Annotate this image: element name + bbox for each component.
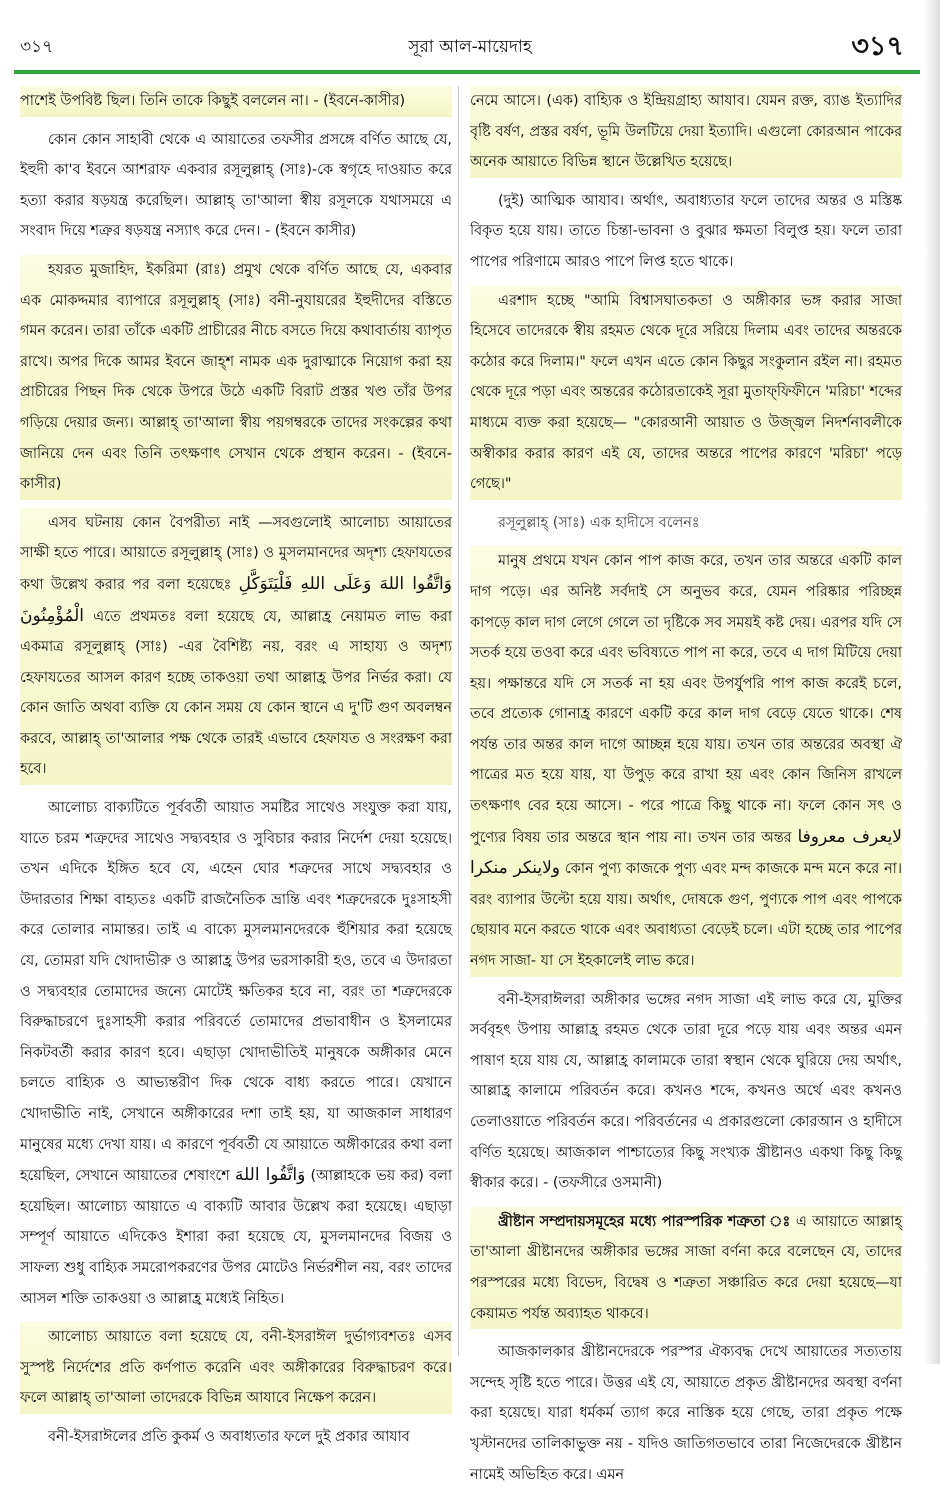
paragraph: নেমে আসে। (এক) বাহ্যিক ও ইন্দ্রিয়গ্রাহ্য আযাব। যেমন রক্ত, ব্যাঙ ইত্যাদির বৃষ্টি বর্ষণ, প্রস্তর বর্ষণ, ভূমি উলটিয়ে দেয়া ইত্যাদি। এগুলো কোরআন পাকের অনেক আয়াতে বিভিন্ন স্থানে উল্লেখিত হয়েছে। xyxy=(470,86,902,178)
paragraph: কোন কোন সাহাবী থেকে এ আয়াতের তফসীর প্রসঙ্গে বর্ণিত আছে যে, ইহুদী কা'ব ইবনে আশরাফ একবার রসূলুল্লাহ্ (সাঃ)-কে স্বগৃহে দাওয়াত করে হত্যা করার ষড়যন্ত্র করেছিল। আল্লাহ্ তা'আলা স্বীয় রসূলকে যথাসময়ে এ সংবাদ দিয়ে শত্রুর ষড়যন্ত্র নস্যাৎ করে দেন। - (ইবনে কাসীর) xyxy=(20,131,452,240)
paragraph xyxy=(470,546,902,976)
column-divider xyxy=(458,86,459,1356)
page-number-left: ৩১৭ xyxy=(20,37,54,57)
paragraph: এরশাদ হচ্ছে "আমি বিশ্বাসঘাতকতা ও অঙ্গীকার ভঙ্গ করার সাজা হিসেবে তাদেরকে স্বীয় রহমত থেকে দূরে সরিয়ে দিলাম এবং তাদের অন্তরকে কঠোর করে দিলাম।" ফলে এখন এতে কোন কিছুর সংকুলান রইল না। রহমত থেকে দূরে পড়া এবং অন্তরের কঠোরতাকেই সূরা মুতাফ্‌ফিফীনে 'মরিচা' শব্দের মাধ্যমে ব্যক্ত করা হয়েছে— "কোরআনী আয়াত ও উজ্জ্বল নিদর্শনাবলীকে অস্বীকার করার কারণ এই যে, তাদের অন্তরে পাপের কারণে 'মরিচা' পড়ে গেছে।" xyxy=(470,286,902,500)
paragraph-text: আলোচ্য বাক্যটিতে পূর্ববর্তী আয়াত সমষ্টির সাথেও সংযুক্ত করা যায়, যাতে চরম শত্রুদের সাথেও সদ্ব্যবহার ও সুবিচার করার নির্দেশ দেয়া হয়েছে। তখন এদিকে ইঙ্গিত হবে যে, এহেন ঘোর শত্রুদের সাথে সদ্ব্যবহার ও উদারতার শিক্ষা বাহ্যতঃ একটি রাজনৈতিক ভ্রান্তি এবং শত্রুদেরকে দুঃসাহসী করে তোলার নামান্তর। তাই এ বাক্যে মুসলমানদেরকে হুঁশিয়ার করা হয়েছে যে, তোমরা যদি খোদাভীরু ও আল্লাহ্র উপর ভরসাকারী হও, তবে এ উদারতা ও সদ্ব্যবহার তোমাদের জন্যে মোটেই ক্ষতিকর হবে না, বরং তা শত্রুদেরকে বিরুদ্ধাচরণে দুঃসাহসী করার পরিবর্তে তোমাদের প্রভাবাধীন ও ইসলামের নিকটবর্তী করার কারণ হবে। এছাড়া খোদাভীতিই মানুষকে অঙ্গীকার মেনে চলতে বাহ্যিক ও আভ্যন্তরীণ দিক থেকে বাধ্য করতে পারে। যেখানে খোদাভীতি নাই, সেখানে অঙ্গীকারের দশা তাই হয়, যা আজকাল সাধারণ মানুষের মধ্যে দেখা যায়। এ কারণে পূর্ববর্তী যে আয়াতে অঙ্গীকারের কথা বলা হয়েছিল, সেখানে আয়াতের শেষাংশে xyxy=(20,800,452,1185)
hadith-intro: রসূলুল্লাহ্ (সাঃ) এক হাদীসে বলেনঃ xyxy=(498,514,700,531)
paragraph: হযরত মুজাহিদ, ইকরিমা (রাঃ) প্রমুখ থেকে বর্ণিত আছে যে, একবার এক মোকদ্দমার ব্যাপারে রসূলুল্লাহ্ (সাঃ) বনী-নুযায়রের ইহুদীদের বস্তিতে গমন করেন। তারা তাঁকে একটি প্রাচীরের নীচে বসতে দিয়ে কথাবার্তায় ব্যাপৃত রাখে। অপর দিকে আমর ইবনে জাহ্শ নামক এক দুরাত্মাকে নিয়োগ করা হয় প্রাচীরের পিছন দিক থেকে উপরে উঠে একটি বিরাট প্রস্তর খণ্ড তাঁর উপর গড়িয়ে দেয়ার জন্য। আল্লাহ্ তা'আলা স্বীয় পয়গম্বরকে তাদের সংকল্পের কথা জানিয়ে দেন এবং তিনি তৎক্ষণাৎ সেখান থেকে প্রস্থান করেন। - (ইবনে-কাসীর) xyxy=(20,255,452,500)
paragraph-text: মানুষ প্রথমে যখন কোন পাপ কাজ করে, তখন তার অন্তরে একটি কাল দাগ পড়ে। এর অনিষ্ট সর্বদাই সে অনুভব করে, যেমন পরিষ্কার পরিচ্ছন্ন কাপড়ে কাল দাগ লেগে গেলে তা দৃষ্টিকে সব সময়ই কষ্ট দেয়। এরপর যদি সে সতর্ক হয়ে তওবা করে এবং ভবিষ্যতে পাপ না করে, তবে এ দাগ মিটিয়ে দেয়া হয়। পক্ষান্তরে যদি সে সতর্ক না হয় এবং উপর্যুপরি পাপ কাজ করেই চলে, তবে প্রত্যেক গোনাহ্র কারণে একটি করে কাল দাগ বেড়ে যেতে থাকে। শেষ পর্যন্ত তার অন্তর কাল দাগে আচ্ছন্ন হয়ে যায়। তখন তার অন্তরের অবস্থা ঐ পাত্রের মত হয়ে যায়, যা উপুড় করে রাখা হয় এবং কোন জিনিস রাখলে তৎক্ষণাৎ বের হয়ে আসে। - পরে পাত্রে কিছু থাকে না। ফলে কোন সৎ ও পুণ্যের বিষয় তার অন্তরে স্থান পায় না। তখন তার অন্তর xyxy=(470,553,902,846)
paragraph-text: এ আয়াতে আল্লাহ্ তা'আলা খ্রীষ্টানদের অঙ্গীকার ভঙ্গের সাজা বর্ণনা করে বলেছেন যে, তাদের পরস্পরের মধ্যে বিভেদ, বিদ্বেষ ও শত্রুতা সঞ্চারিত করে দেয়া হয়েছে—যা কেয়ামত পর্যন্ত অব্যাহত থাকবে। xyxy=(470,1213,903,1322)
paragraph: পাশেই উপবিষ্ট ছিল। তিনি তাকে কিছুই বললেন না। - (ইবনে-কাসীর) xyxy=(20,86,452,117)
arabic-verse: وَاتَّقُوا اللهَ وَعَلَى اللهِ فَلْيَتَوَكَّلِ الْمُؤْمِنُونَ xyxy=(20,573,452,626)
paragraph: (দুই) আত্মিক আযাব। অর্থাৎ, অবাধ্যতার ফলে তাদের অন্তর ও মস্তিষ্ক বিকৃত হয়ে যায়। তাতে চিন্তা-ভাবনা ও বুঝার ক্ষমতা বিলুপ্ত হয়। ফলে তারা পাপের পরিণামে আরও পাপে লিপ্ত হতে থাকে। xyxy=(470,192,902,270)
page-number-right: ৩১৭ xyxy=(851,31,904,62)
section-heading: খ্রীষ্টান সম্প্রদায়সমূহের মধ্যে পারস্পরিক শত্রুতা ঃ xyxy=(498,1213,791,1230)
left-column xyxy=(20,86,453,1445)
surah-title: সূরা আল-মায়েদাহ xyxy=(408,37,532,57)
paragraph: আলোচ্য আয়াতে বলা হয়েছে যে, বনী-ইসরাঈল দুর্ভাগ্যবশতঃ এসব সুস্পষ্ট নির্দেশের প্রতি কর্ণপাত করেনি এবং অঙ্গীকারের বিরুদ্ধাচরণ করে। ফলে আল্লাহ্ তা'আলা তাদেরকে বিভিন্ন আযাবে নিক্ষেপ করেন। xyxy=(20,1322,452,1414)
arabic-verse: وَاتَّقُوا اللهَ xyxy=(234,1165,306,1186)
right-column xyxy=(470,86,903,1483)
page-header xyxy=(0,0,940,78)
paragraph: বনী-ইসরাঈলের প্রতি কুকর্ম ও অবাধ্যতার ফলে দুই প্রকার আযাব xyxy=(48,1428,410,1445)
paragraph-text: এতে প্রথমতঃ বলা xyxy=(93,608,209,625)
paragraph: বনী-ইসরাঈলরা অঙ্গীকার ভঙ্গের নগদ সাজা এই লাভ করে যে, মুক্তির সর্ববৃহৎ উপায় আল্লাহ্র রহমত থেকে তারা দূরে পড়ে যায় এবং অন্তর এমন পাষাণ হয়ে যায় যে, আল্লাহ্র কালামকে তারা স্বস্থান থেকে ঘুরিয়ে দেয় অর্থাৎ, আল্লাহ্র কালামে পরিবর্তন করে। কখনও শব্দে, কখনও অর্থে এবং কখনও তেলাওয়াতে পরিবর্তন করে। পরিবর্তনের এ প্রকারগুলো কোরআন ও হাদীসে বর্ণিত হয়েছে। আজকাল পাশ্চাত্যের কিছু সংখ্যক খ্রীষ্টানও একথা কিছু কিছু স্বীকার করে। - (তফসীরে ওসমানী) xyxy=(470,991,902,1192)
arabic-phrase: لايعرف معروفا ولاينكر منكرا xyxy=(470,826,902,879)
paragraph-text: (আল্লাহকে ভয় কর) বলা হয়েছিল। আলোচ্য আয়াতে এ বাক্যটি আবার উল্লেখ করা হয়েছে। এছাড়া সম্পূর্ণ আয়াতে এদিকেও ইশারা করা হয়েছে যে, মুসলমানদের বিজয় ও সাফল্য শুধু বাহ্যিক সমরোপকরণের উপর মোটেও নির্ভরশীল নয়, বরং তাদের আসল শক্তি তাকওয়া ও আল্লাহ্র মধ্যেই নিহিত। xyxy=(20,1168,453,1307)
paragraph xyxy=(20,793,452,1314)
paragraph-text: কোন পুণ্য কাজকে পুণ্য এবং মন্দ কাজকে মন্দ মনে করে না। বরং ব্যাপার উল্টো হয়ে যায়। অর্থাৎ, দোষকে গুণ, পুণ্যকে পাপ এবং পাপকে ছোয়াব মনে করতে থাকে এবং অবাধ্যতা বেড়েই চলে। এটা হচ্ছে তার পাপের নগদ সাজা- যা সে ইহকালেই লাভ করে। xyxy=(470,861,903,970)
paragraph xyxy=(20,508,452,785)
paragraph: আজকালকার খ্রীষ্টানদেরকে পরস্পর ঐক্যবদ্ধ দেখে আয়াতের সত্যতায় সন্দেহ সৃষ্টি হতে পারে। উত্তর এই যে, আয়াতে প্রকৃত খ্রীষ্টানদের অবস্থা বর্ণনা করা হয়েছে। যারা ধর্মকর্ম ত্যাগ করে নাস্তিক হয়ে গেছে, তারা প্রকৃত পক্ষে খৃস্টানদের তালিকাভুক্ত নয় - যদিও জাতিগতভাবে তারা নিজেদেরকে খ্রীষ্টান নামেই অভিহিত করে। এমন xyxy=(470,1344,902,1483)
page-edge-shadow xyxy=(924,0,940,1364)
header-rule xyxy=(14,70,920,74)
paragraph-text: এসব ঘটনায় কোন বৈপরীত্য নাই —সবগুলোই আলোচ্য আয়াতের সাক্ষী হতে পারে। আয়াতে রসূলুল্লাহ্ (সাঃ) ও মুসলমানদের অদৃশ্য হেফাযতের কথা উল্লেখ করার পর বলা হয়েছেঃ xyxy=(20,514,452,593)
paragraph xyxy=(470,1207,902,1329)
paragraph-text: হয়েছে যে, আল্লাহ্র নেয়ামত লাভ করা একমাত্র রসূলুল্লাহ্ (সাঃ) -এর বৈশিষ্ট্য নয়, বরং এ সাহায্য ও অদৃশ্য হেফাযতের আসল কারণ হচ্ছে তাকওয়া তথা আল্লাহ্র উপর নির্ভর করা। যে কোন জাতি অথবা ব্যক্তি যে কোন সময় যে কোন স্থানে এ দু'টি গুণ অবলম্বন করবে, আল্লাহ্ তা'আলার পক্ষ থেকে তারই এভাবে হেফাযত ও সংরক্ষণ করা হবে। xyxy=(20,608,453,778)
